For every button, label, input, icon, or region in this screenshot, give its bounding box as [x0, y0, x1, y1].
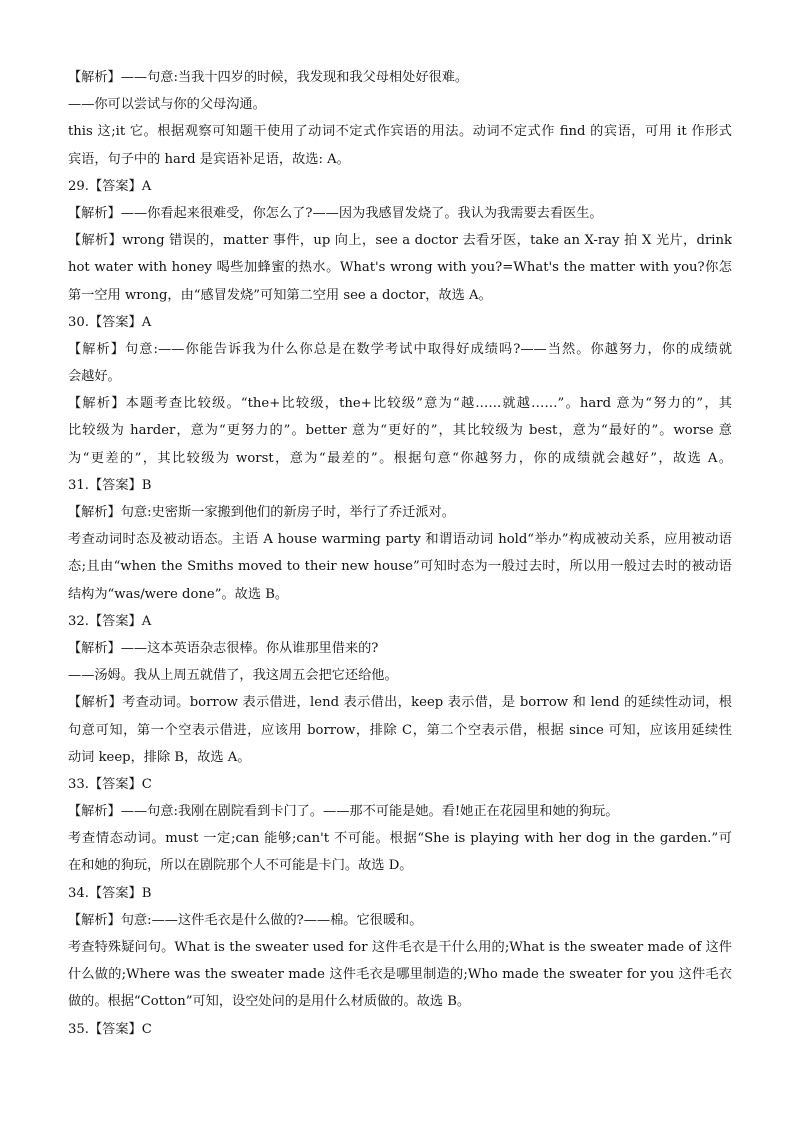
text-line: 比较级为 harder，意为“更努力的”。better 意为“更好的”，其比较级为 best，意为“最好的”。worse 意: [68, 423, 732, 439]
text-line: 【解析】——句意:我刚在剧院看到卡门了。——那不可能是她。看!她正在花园里和她的狗玩。: [68, 804, 619, 820]
text-line: 什么做的;Where was the sweater made 这件毛衣是哪里制造的;Who made the sweater for you 这件毛衣: [68, 967, 732, 983]
text-line: 【解析】考查动词。borrow 表示借进，lend 表示借出，keep 表示借，是 borrow 和 lend 的延续性动词，根: [68, 695, 732, 711]
text-line: 考查特殊疑问句。What is the sweater used for 这件毛衣是干什么用的;What is the sweater made of 这件: [68, 940, 732, 955]
text-line: 【解析】本题考查比较级。“the+比较级，the+比较级”意为“越.…..就越……”。hard 意为“努力的”，其: [68, 396, 732, 412]
text-line: 为“更差的”，其比较级为 worst，意为“最差的”。根据句意“你越努力，你的成绩就会越好”，故选 A。: [68, 450, 732, 466]
text-line: 【解析】——句意:当我十四岁的时候，我发现和我父母相处好很难。: [68, 70, 469, 85]
text-line: 【解析】句意:——你能告诉我为什么你总是在数学考试中取得好成绩吗?——当然。你越努力，你的成绩就: [68, 341, 732, 357]
text-line: ——汤姆。我从上周五就借了，我这周五会把它还给他。: [68, 668, 398, 684]
text-line: 考查动词时态及被动语态。主语 A house warming party 和谓语动词 hold“举办”构成被动关系，应用被动语: [68, 532, 732, 548]
text-line: 态;且由“when the Smiths moved to their new house”可知时态为一般过去时，所以用一般过去时的被动语: [68, 559, 732, 575]
text-line: 做的。根据“Cotton”可知，设空处问的是用什么材质做的。故选 B。: [68, 994, 471, 1010]
text-line: 【解析】——你看起来很难受，你怎么了?——因为我感冒发烧了。我认为我需要去看医生。: [68, 205, 603, 221]
answer-heading: 33.【答案】C: [68, 776, 152, 792]
text-line: 结构为“was/were done”。故选 B。: [68, 586, 289, 602]
answer-heading: 29.【答案】A: [68, 178, 152, 194]
text-line: 【解析】句意:——这件毛衣是什么做的?——棉。它很暖和。: [68, 912, 423, 928]
text-line: 第一空用 wrong，由“感冒发烧”可知第二空用 see a doctor，故选 A。: [68, 287, 492, 303]
text-line: 考查情态动词。must 一定;can 能够;can't 不可能。根据“She is playing with her dog in the garden.”可: [68, 831, 732, 847]
text-line: this 这;it 它。根据观察可知题干使用了动词不定式作宾语的用法。动词不定式作 find 的宾语，可用 it 作形式: [68, 124, 732, 140]
answer-heading: 35.【答案】C: [68, 1021, 152, 1037]
answer-heading: 31.【答案】B: [68, 477, 152, 493]
text-line: hot water with honey 喝些加蜂蜜的热水。What's wrong with you?=What's the matter with you?你怎: [68, 260, 732, 276]
answer-heading: 34.【答案】B: [68, 885, 152, 901]
text-line: 在和她的狗玩，所以在剧院那个人不可能是卡门。故选 D。: [68, 858, 413, 874]
answer-heading: 32.【答案】A: [68, 613, 152, 629]
text-line: 【解析】wrong 错误的，matter 事件，up 向上，see a doctor 去看牙医，take an X-ray 拍 X 光片，drink: [68, 233, 732, 249]
text-line: ——你可以尝试与你的父母沟通。: [68, 97, 266, 113]
text-line: 句意可知，第一个空表示借进，应该用 borrow，排除 C，第二个空表示借，根据 since 可知，应该用延续性: [68, 722, 732, 738]
text-line: 【解析】句意:史密斯一家搬到他们的新房子时，举行了乔迁派对。: [68, 505, 455, 520]
document-page: [68, 64, 732, 1043]
text-line: 动词 keep，排除 B，故选 A。: [68, 749, 251, 765]
answer-heading: 30.【答案】A: [68, 314, 152, 330]
text-line: 会越好。: [68, 369, 121, 385]
text-line: 【解析】——这本英语杂志很棒。你从谁那里借来的?: [68, 640, 379, 656]
text-line: 宾语，句子中的 hard 是宾语补足语，故选: A。: [68, 151, 350, 167]
